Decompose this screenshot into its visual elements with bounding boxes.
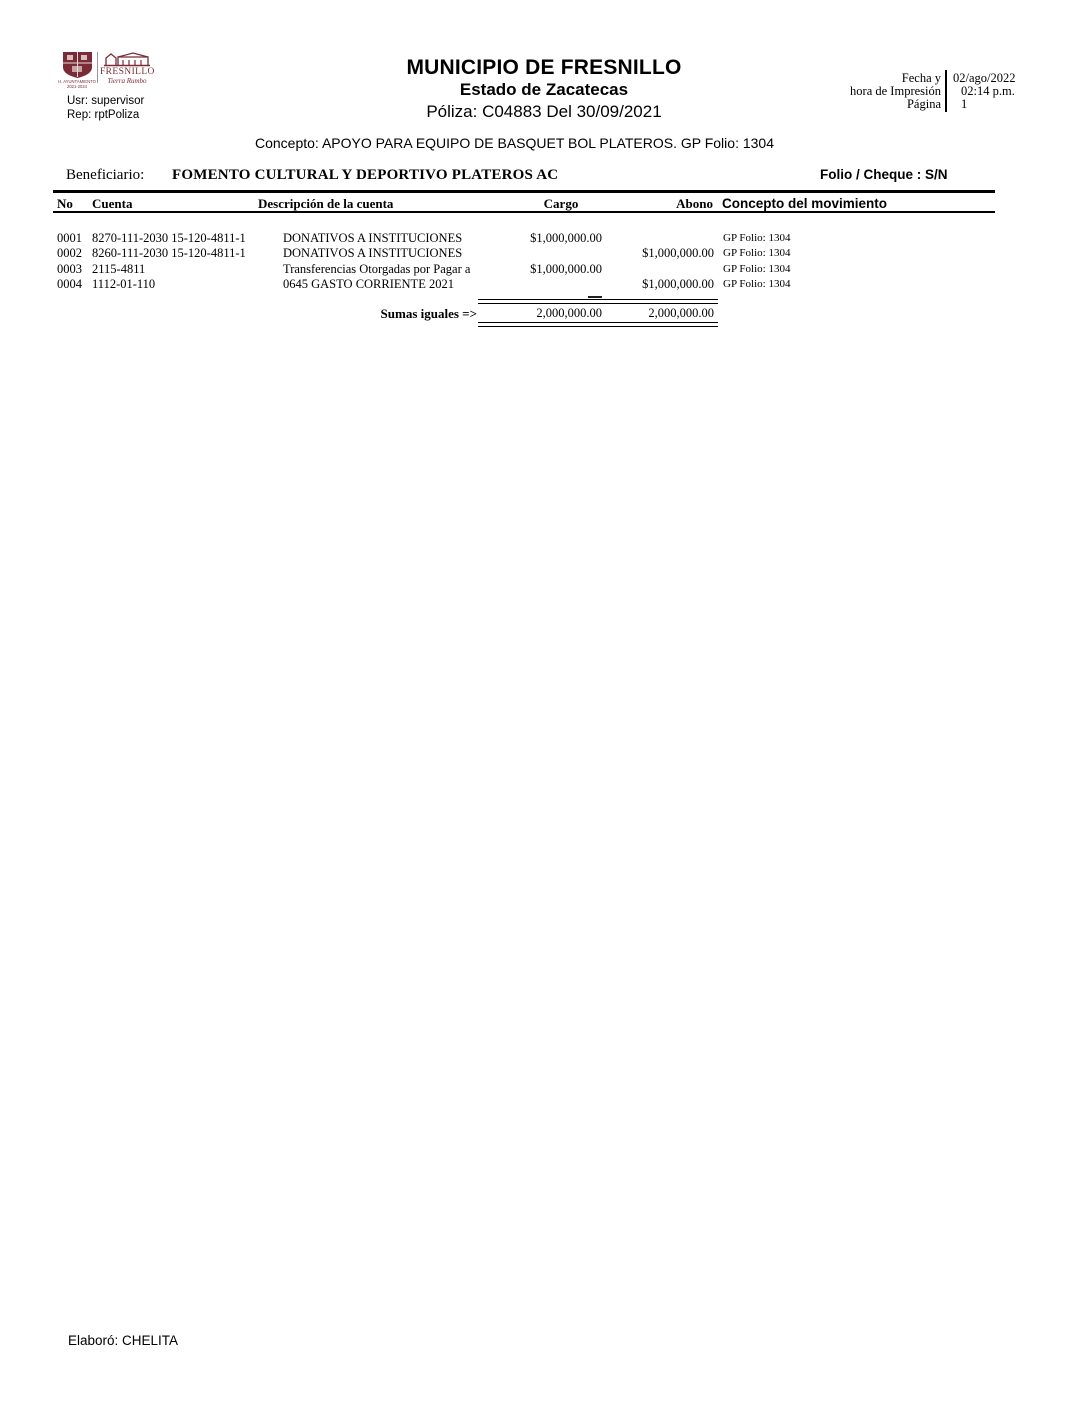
beneficiary-label: Beneficiario: — [66, 167, 145, 183]
row-no: 0004 — [57, 277, 82, 291]
row-abono: $1,000,000.00 — [642, 246, 714, 260]
row-descripcion: DONATIVOS A INSTITUCIONES — [283, 246, 463, 260]
row-descripcion: Transferencias Otorgadas por Pagar a — [283, 262, 471, 276]
table-row — [0, 262, 1088, 277]
row-concepto: GP Folio: 1304 — [723, 278, 791, 290]
table-header-row — [0, 196, 1088, 212]
print-info-divider — [945, 70, 947, 112]
table-row — [0, 277, 1088, 292]
row-no: 0003 — [57, 262, 82, 276]
header-no: No — [57, 196, 73, 211]
row-no: 0002 — [57, 246, 82, 260]
row-cargo: $1,000,000.00 — [530, 262, 602, 276]
row-concepto: GP Folio: 1304 — [723, 232, 791, 244]
user-label: Usr: supervisor — [67, 95, 145, 107]
logo-wordmark: FRESNILLO — [100, 67, 155, 77]
table-header-rule — [53, 211, 995, 213]
totals-label: Sumas iguales => — [380, 306, 477, 321]
row-concepto: GP Folio: 1304 — [723, 247, 791, 259]
beneficiary-name: FOMENTO CULTURAL Y DEPORTIVO PLATEROS AC — [172, 167, 559, 183]
row-cuenta: 8260-111-2030 15-120-4811-1 — [92, 246, 246, 260]
document-title: MUNICIPIO DE FRESNILLO — [406, 56, 682, 79]
totals-cargo: 2,000,000.00 — [536, 306, 602, 320]
totals-row — [0, 306, 1088, 321]
crest-caption-line1: H. AYUNTAMIENTO — [58, 79, 96, 84]
row-cuenta: 1112-01-110 — [92, 277, 156, 291]
row-cuenta: 8270-111-2030 15-120-4811-1 — [92, 231, 246, 245]
report-label: Rep: rptPoliza — [67, 109, 140, 121]
elaboro-label: Elaboró: CHELITA — [68, 1333, 179, 1348]
header-concepto-movimiento: Concepto del movimiento — [722, 196, 888, 211]
document-subtitle: Estado de Zacatecas — [459, 80, 629, 99]
print-artifact — [588, 296, 602, 298]
table-row — [0, 231, 1088, 246]
totals-top-rule — [478, 299, 718, 304]
print-page-number: 1 — [961, 97, 968, 111]
crest-caption-line2: 2021-2024 — [66, 83, 88, 89]
totals-abono: 2,000,000.00 — [648, 306, 714, 320]
logo-slogan: Tierra Rumbo — [107, 77, 147, 85]
table-top-rule — [53, 190, 995, 193]
poliza-number-line: Póliza: C04883 Del 30/09/2021 — [426, 102, 662, 121]
row-descripcion: DONATIVOS A INSTITUCIONES — [283, 231, 463, 245]
header-abono: Abono — [676, 196, 713, 211]
header-descripcion: Descripción de la cuenta — [258, 196, 394, 211]
totals-bottom-rule — [478, 322, 718, 327]
row-cargo: $1,000,000.00 — [530, 231, 602, 245]
folio-cheque-label: Folio / Cheque : S/N — [820, 167, 948, 182]
header-cuenta: Cuenta — [92, 196, 133, 211]
row-abono: $1,000,000.00 — [642, 277, 714, 291]
row-no: 0001 — [57, 231, 82, 245]
print-info-label-2: hora de Impresión — [850, 84, 941, 98]
print-info-label-1: Fecha y — [901, 71, 941, 85]
print-info-label-3: Página — [906, 97, 941, 111]
header-cargo: Cargo — [543, 196, 579, 211]
print-date: 02/ago/2022 — [953, 71, 1016, 85]
row-concepto: GP Folio: 1304 — [723, 263, 791, 275]
row-cuenta: 2115-4811 — [92, 262, 146, 276]
print-time: 02:14 p.m. — [961, 84, 1015, 98]
table-row — [0, 246, 1088, 261]
concepto-line: Concepto: APOYO PARA EQUIPO DE BASQUET BOL PLATEROS. GP Folio: 1304 — [255, 135, 774, 151]
row-descripcion: 0645 GASTO CORRIENTE 2021 — [283, 277, 454, 291]
